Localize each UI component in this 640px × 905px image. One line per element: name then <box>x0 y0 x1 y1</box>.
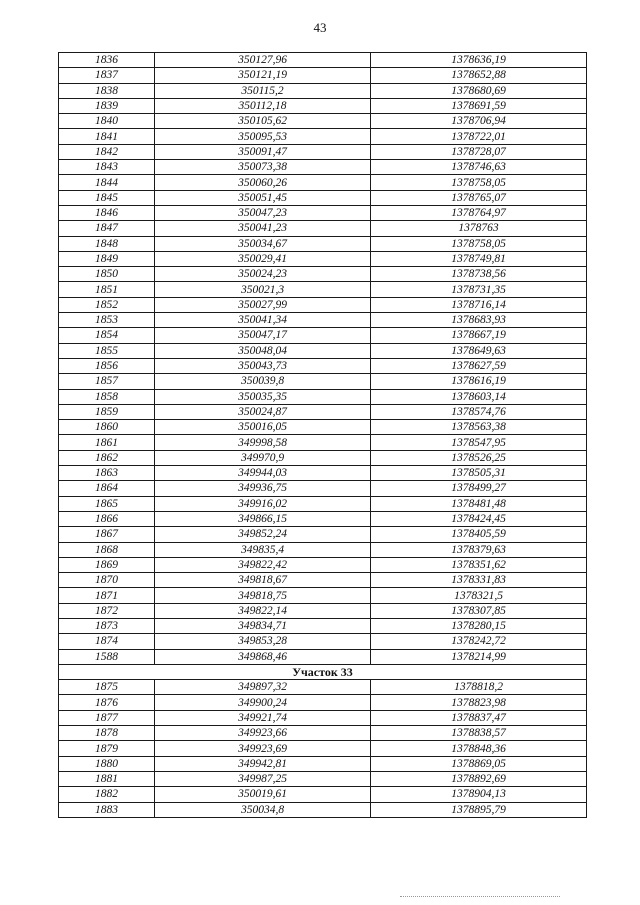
point-number-cell: 1875 <box>59 680 155 695</box>
table-row <box>59 466 587 481</box>
x-coordinate-cell: 350095,53 <box>155 129 371 144</box>
x-coordinate-cell: 350034,8 <box>155 802 371 817</box>
point-number-cell: 1850 <box>59 267 155 282</box>
point-number-cell: 1860 <box>59 420 155 435</box>
y-coordinate-cell: 1378379,63 <box>371 542 587 557</box>
point-number-cell: 1864 <box>59 481 155 496</box>
y-coordinate-cell: 1378728,07 <box>371 144 587 159</box>
table-row <box>59 680 587 695</box>
y-coordinate-cell: 1378649,63 <box>371 343 587 358</box>
table-row <box>59 771 587 786</box>
point-number-cell: 1878 <box>59 726 155 741</box>
y-coordinate-cell: 1378563,38 <box>371 420 587 435</box>
x-coordinate-cell: 350024,87 <box>155 404 371 419</box>
x-coordinate-cell: 349868,46 <box>155 649 371 664</box>
table-row <box>59 787 587 802</box>
point-number-cell: 1861 <box>59 435 155 450</box>
y-coordinate-cell: 1378526,25 <box>371 450 587 465</box>
y-coordinate-cell: 1378214,99 <box>371 649 587 664</box>
table-row <box>59 603 587 618</box>
table-row <box>59 129 587 144</box>
point-number-cell: 1871 <box>59 588 155 603</box>
y-coordinate-cell: 1378627,59 <box>371 358 587 373</box>
x-coordinate-cell: 350115,2 <box>155 83 371 98</box>
x-coordinate-cell: 350047,17 <box>155 328 371 343</box>
point-number-cell: 1846 <box>59 205 155 220</box>
y-coordinate-cell: 1378895,79 <box>371 802 587 817</box>
x-coordinate-cell: 350047,23 <box>155 205 371 220</box>
table-row <box>59 756 587 771</box>
table-row <box>59 205 587 220</box>
point-number-cell: 1869 <box>59 557 155 572</box>
y-coordinate-cell: 1378242,72 <box>371 634 587 649</box>
table-row <box>59 481 587 496</box>
y-coordinate-cell: 1378616,19 <box>371 374 587 389</box>
x-coordinate-cell: 349818,75 <box>155 588 371 603</box>
x-coordinate-cell: 349900,24 <box>155 695 371 710</box>
x-coordinate-cell: 349897,32 <box>155 680 371 695</box>
x-coordinate-cell: 349921,74 <box>155 710 371 725</box>
table-row <box>59 98 587 113</box>
point-number-cell: 1588 <box>59 649 155 664</box>
table-row <box>59 741 587 756</box>
y-coordinate-cell: 1378716,14 <box>371 297 587 312</box>
x-coordinate-cell: 349970,9 <box>155 450 371 465</box>
point-number-cell: 1841 <box>59 129 155 144</box>
point-number-cell: 1857 <box>59 374 155 389</box>
table-row <box>59 649 587 664</box>
table-row <box>59 726 587 741</box>
point-number-cell: 1872 <box>59 603 155 618</box>
table-row <box>59 313 587 328</box>
point-number-cell: 1845 <box>59 190 155 205</box>
table-row <box>59 68 587 83</box>
table-row <box>59 420 587 435</box>
x-coordinate-cell: 350021,3 <box>155 282 371 297</box>
y-coordinate-cell: 1378351,62 <box>371 557 587 572</box>
x-coordinate-cell: 350019,61 <box>155 787 371 802</box>
y-coordinate-cell: 1378823,98 <box>371 695 587 710</box>
y-coordinate-cell: 1378683,93 <box>371 313 587 328</box>
y-coordinate-cell: 1378481,48 <box>371 496 587 511</box>
x-coordinate-cell: 349818,67 <box>155 573 371 588</box>
y-coordinate-cell: 1378307,85 <box>371 603 587 618</box>
table-row <box>59 450 587 465</box>
y-coordinate-cell: 1378738,56 <box>371 267 587 282</box>
y-coordinate-cell: 1378749,81 <box>371 251 587 266</box>
point-number-cell: 1855 <box>59 343 155 358</box>
point-number-cell: 1877 <box>59 710 155 725</box>
y-coordinate-cell: 1378758,05 <box>371 236 587 251</box>
table-body-part-2 <box>59 680 587 818</box>
table-row <box>59 144 587 159</box>
x-coordinate-cell: 349942,81 <box>155 756 371 771</box>
table-row <box>59 297 587 312</box>
point-number-cell: 1882 <box>59 787 155 802</box>
coordinates-table <box>58 52 587 818</box>
x-coordinate-cell: 350034,67 <box>155 236 371 251</box>
table-body-part-1 <box>59 53 587 665</box>
x-coordinate-cell: 350041,34 <box>155 313 371 328</box>
x-coordinate-cell: 350121,19 <box>155 68 371 83</box>
table-row <box>59 496 587 511</box>
y-coordinate-cell: 1378505,31 <box>371 466 587 481</box>
point-number-cell: 1879 <box>59 741 155 756</box>
footer-scan-marks <box>400 896 560 899</box>
y-coordinate-cell: 1378499,27 <box>371 481 587 496</box>
x-coordinate-cell: 349923,69 <box>155 741 371 756</box>
table-row <box>59 114 587 129</box>
table-row <box>59 695 587 710</box>
x-coordinate-cell: 350024,23 <box>155 267 371 282</box>
table-row <box>59 374 587 389</box>
y-coordinate-cell: 1378765,07 <box>371 190 587 205</box>
x-coordinate-cell: 349923,66 <box>155 726 371 741</box>
table-row <box>59 634 587 649</box>
x-coordinate-cell: 350041,23 <box>155 221 371 236</box>
page-number: 43 <box>313 20 327 35</box>
y-coordinate-cell: 1378838,57 <box>371 726 587 741</box>
x-coordinate-cell: 350043,73 <box>155 358 371 373</box>
section-title: Участок 33 <box>59 664 587 679</box>
y-coordinate-cell: 1378746,63 <box>371 160 587 175</box>
point-number-cell: 1862 <box>59 450 155 465</box>
table-row <box>59 160 587 175</box>
y-coordinate-cell: 1378691,59 <box>371 98 587 113</box>
table-row <box>59 328 587 343</box>
y-coordinate-cell: 1378848,36 <box>371 741 587 756</box>
y-coordinate-cell: 1378680,69 <box>371 83 587 98</box>
point-number-cell: 1854 <box>59 328 155 343</box>
y-coordinate-cell: 1378652,88 <box>371 68 587 83</box>
y-coordinate-cell: 1378405,59 <box>371 527 587 542</box>
y-coordinate-cell: 1378904,13 <box>371 787 587 802</box>
table-row <box>59 358 587 373</box>
x-coordinate-cell: 350027,99 <box>155 297 371 312</box>
point-number-cell: 1842 <box>59 144 155 159</box>
y-coordinate-cell: 1378574,76 <box>371 404 587 419</box>
x-coordinate-cell: 349852,24 <box>155 527 371 542</box>
point-number-cell: 1867 <box>59 527 155 542</box>
x-coordinate-cell: 349944,03 <box>155 466 371 481</box>
y-coordinate-cell: 1378547,95 <box>371 435 587 450</box>
x-coordinate-cell: 350016,05 <box>155 420 371 435</box>
point-number-cell: 1858 <box>59 389 155 404</box>
point-number-cell: 1851 <box>59 282 155 297</box>
table-row <box>59 435 587 450</box>
y-coordinate-cell: 1378837,47 <box>371 710 587 725</box>
y-coordinate-cell: 1378636,19 <box>371 53 587 68</box>
point-number-cell: 1859 <box>59 404 155 419</box>
table-row <box>59 389 587 404</box>
table-row <box>59 282 587 297</box>
point-number-cell: 1874 <box>59 634 155 649</box>
point-number-cell: 1853 <box>59 313 155 328</box>
table-row <box>59 236 587 251</box>
table-row <box>59 802 587 817</box>
x-coordinate-cell: 350105,62 <box>155 114 371 129</box>
y-coordinate-cell: 1378331,83 <box>371 573 587 588</box>
point-number-cell: 1870 <box>59 573 155 588</box>
table-row <box>59 710 587 725</box>
x-coordinate-cell: 350039,8 <box>155 374 371 389</box>
x-coordinate-cell: 350060,26 <box>155 175 371 190</box>
table-row <box>59 251 587 266</box>
table-row <box>59 527 587 542</box>
y-coordinate-cell: 1378280,15 <box>371 618 587 633</box>
x-coordinate-cell: 349998,58 <box>155 435 371 450</box>
point-number-cell: 1863 <box>59 466 155 481</box>
point-number-cell: 1840 <box>59 114 155 129</box>
point-number-cell: 1849 <box>59 251 155 266</box>
y-coordinate-cell: 1378722,01 <box>371 129 587 144</box>
y-coordinate-cell: 1378892,69 <box>371 771 587 786</box>
table-row <box>59 190 587 205</box>
x-coordinate-cell: 350051,45 <box>155 190 371 205</box>
point-number-cell: 1837 <box>59 68 155 83</box>
point-number-cell: 1873 <box>59 618 155 633</box>
table-row <box>59 221 587 236</box>
point-number-cell: 1866 <box>59 511 155 526</box>
point-number-cell: 1856 <box>59 358 155 373</box>
y-coordinate-cell: 1378667,19 <box>371 328 587 343</box>
y-coordinate-cell: 1378818,2 <box>371 680 587 695</box>
x-coordinate-cell: 350091,47 <box>155 144 371 159</box>
point-number-cell: 1836 <box>59 53 155 68</box>
y-coordinate-cell: 1378764,97 <box>371 205 587 220</box>
x-coordinate-cell: 349936,75 <box>155 481 371 496</box>
point-number-cell: 1844 <box>59 175 155 190</box>
y-coordinate-cell: 1378731,35 <box>371 282 587 297</box>
table-section-header <box>59 664 587 679</box>
section-row <box>59 664 587 679</box>
x-coordinate-cell: 349835,4 <box>155 542 371 557</box>
point-number-cell: 1880 <box>59 756 155 771</box>
point-number-cell: 1839 <box>59 98 155 113</box>
table-row <box>59 267 587 282</box>
table-row <box>59 542 587 557</box>
table-row <box>59 404 587 419</box>
x-coordinate-cell: 349853,28 <box>155 634 371 649</box>
table-row <box>59 175 587 190</box>
point-number-cell: 1865 <box>59 496 155 511</box>
point-number-cell: 1838 <box>59 83 155 98</box>
x-coordinate-cell: 350048,04 <box>155 343 371 358</box>
x-coordinate-cell: 349987,25 <box>155 771 371 786</box>
x-coordinate-cell: 350029,41 <box>155 251 371 266</box>
y-coordinate-cell: 1378869,05 <box>371 756 587 771</box>
table-row <box>59 557 587 572</box>
point-number-cell: 1843 <box>59 160 155 175</box>
table-row <box>59 53 587 68</box>
point-number-cell: 1848 <box>59 236 155 251</box>
point-number-cell: 1852 <box>59 297 155 312</box>
x-coordinate-cell: 349866,15 <box>155 511 371 526</box>
x-coordinate-cell: 350112,18 <box>155 98 371 113</box>
point-number-cell: 1876 <box>59 695 155 710</box>
x-coordinate-cell: 350127,96 <box>155 53 371 68</box>
x-coordinate-cell: 349822,42 <box>155 557 371 572</box>
y-coordinate-cell: 1378603,14 <box>371 389 587 404</box>
point-number-cell: 1847 <box>59 221 155 236</box>
point-number-cell: 1883 <box>59 802 155 817</box>
x-coordinate-cell: 349822,14 <box>155 603 371 618</box>
point-number-cell: 1881 <box>59 771 155 786</box>
table-row <box>59 588 587 603</box>
x-coordinate-cell: 349834,71 <box>155 618 371 633</box>
x-coordinate-cell: 349916,02 <box>155 496 371 511</box>
table-row <box>59 573 587 588</box>
y-coordinate-cell: 1378706,94 <box>371 114 587 129</box>
x-coordinate-cell: 350073,38 <box>155 160 371 175</box>
point-number-cell: 1868 <box>59 542 155 557</box>
y-coordinate-cell: 1378763 <box>371 221 587 236</box>
table-row <box>59 618 587 633</box>
y-coordinate-cell: 1378321,5 <box>371 588 587 603</box>
y-coordinate-cell: 1378424,45 <box>371 511 587 526</box>
x-coordinate-cell: 350035,35 <box>155 389 371 404</box>
table-row <box>59 83 587 98</box>
table-row <box>59 511 587 526</box>
y-coordinate-cell: 1378758,05 <box>371 175 587 190</box>
table-row <box>59 343 587 358</box>
